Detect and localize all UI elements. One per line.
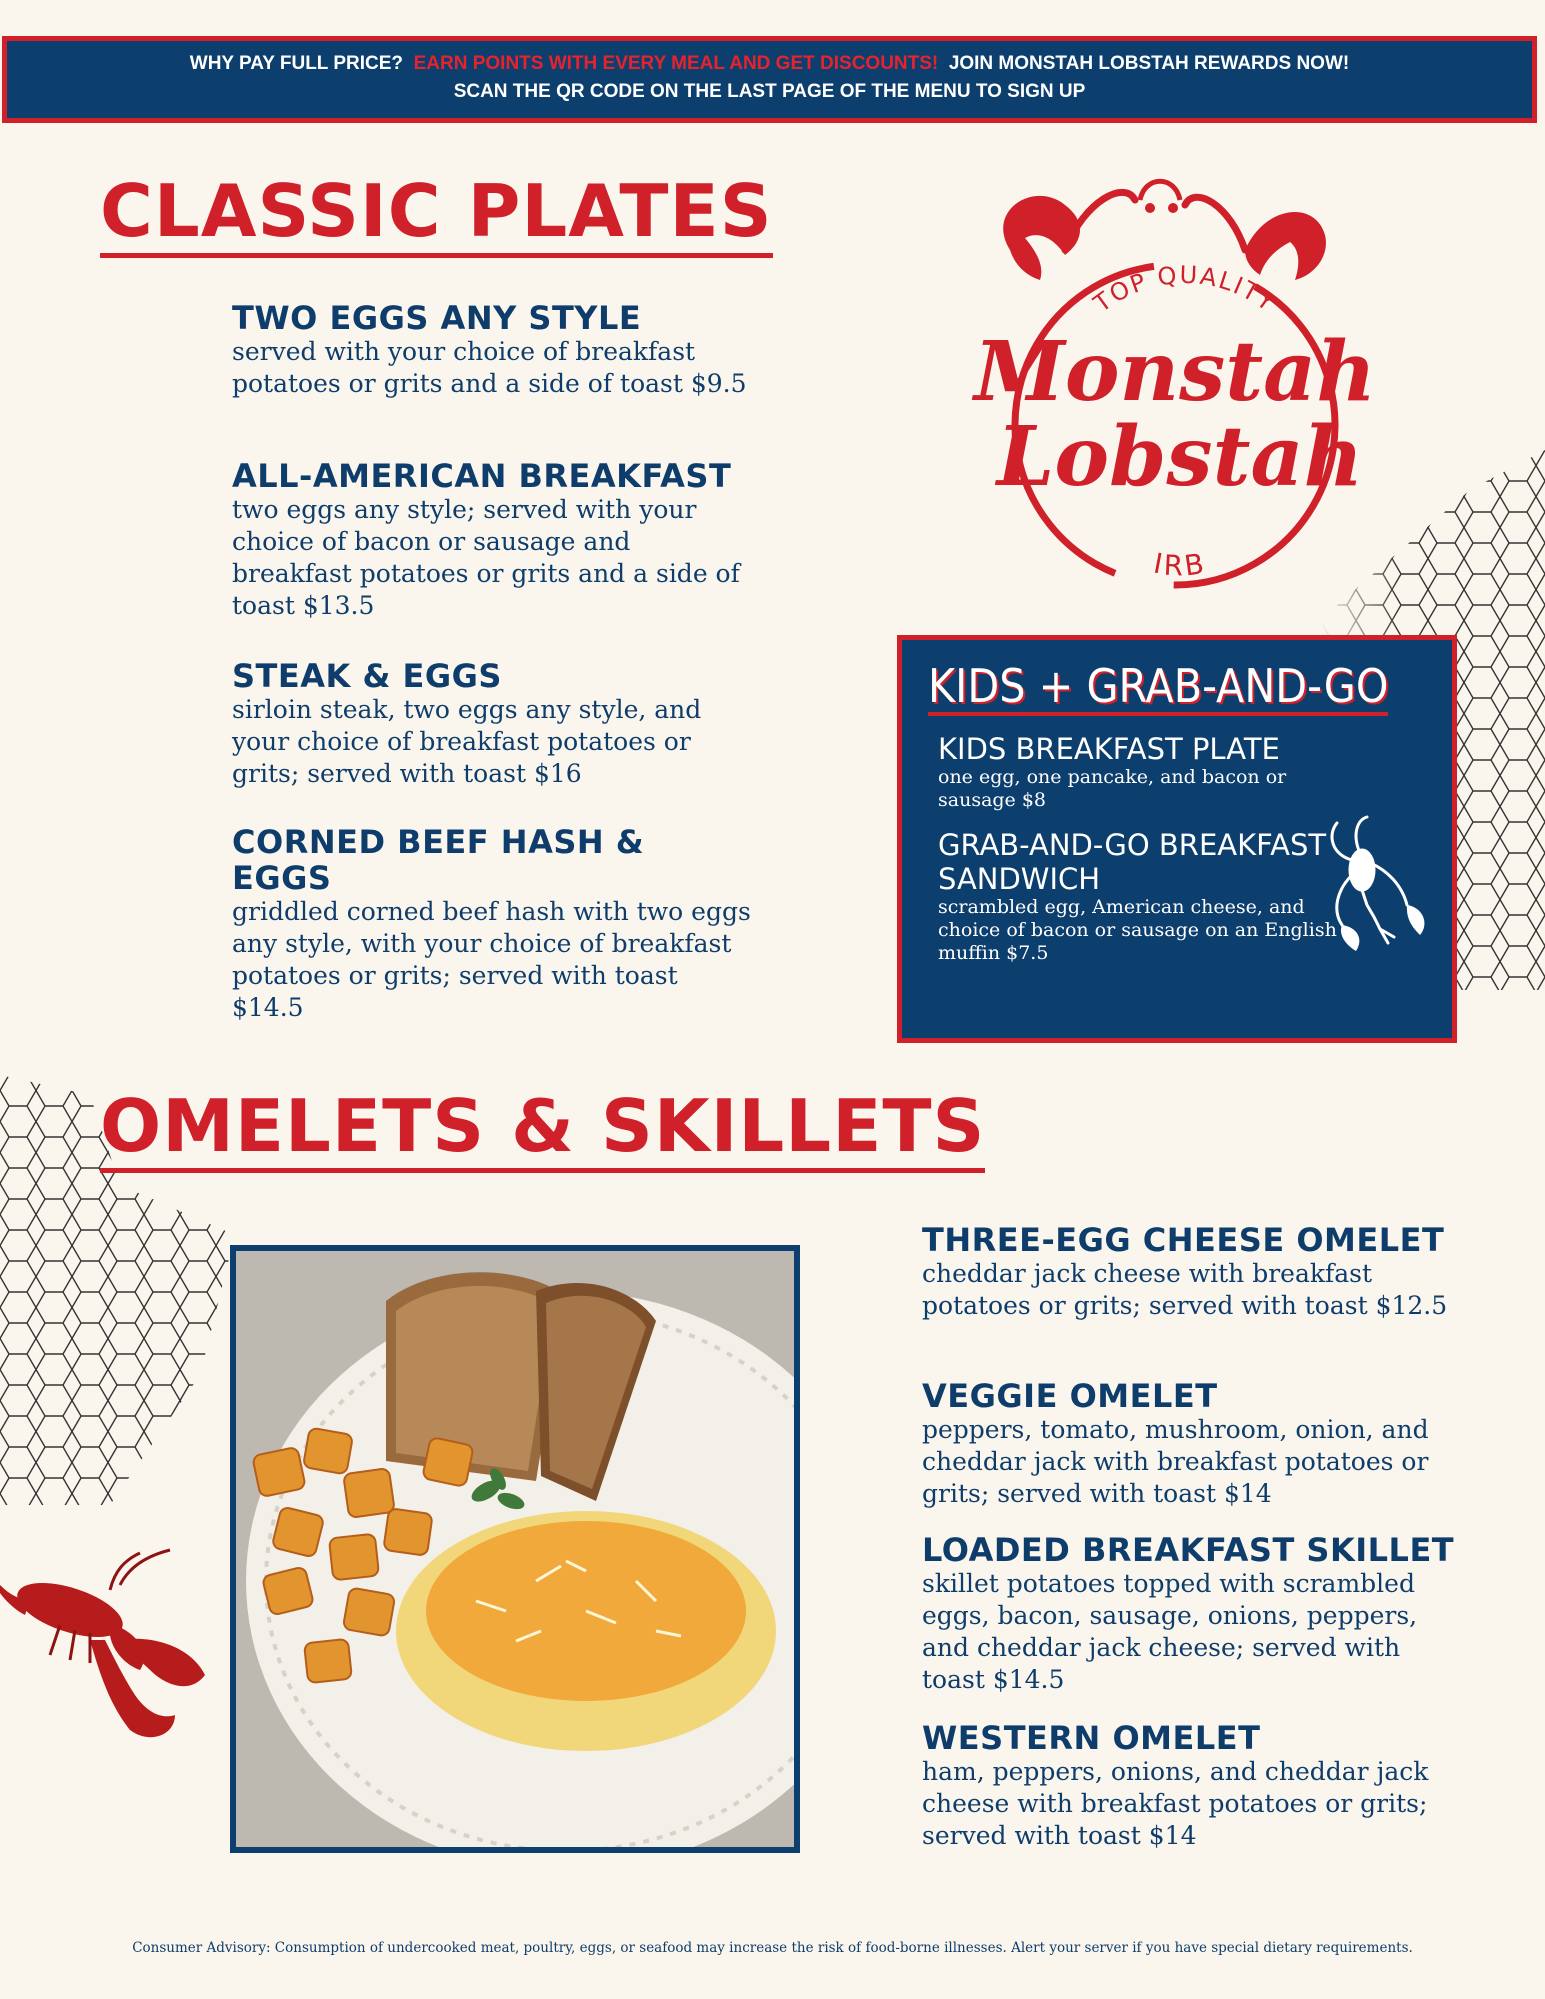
banner-prefix: WHY PAY FULL PRICE? [189, 53, 404, 74]
kids-item [938, 732, 1358, 812]
menu-item [922, 1378, 1462, 1510]
item-description: one egg, one pancake, and bacon or sausage $8 [938, 766, 1287, 811]
svg-text:IRB [1151, 547, 1209, 583]
breakfast-plate-illustration [236, 1251, 794, 1847]
red-lobster-illustration [0, 1545, 210, 1745]
item-name: STEAK & EGGS [232, 657, 502, 695]
banner-highlight: EARN POINTS WITH EVERY MEAL AND GET DISCOUNTS! [413, 53, 939, 74]
item-description: sirloin steak, two eggs any style, and your choice of breakfast potatoes or grits; served with toast $16 [232, 695, 702, 788]
item-name: WESTERN OMELET [922, 1719, 1261, 1757]
item-description: two eggs any style; served with your choice of bacon or sausage and breakfast potatoes or grits and a side of toast $13.5 [232, 495, 740, 620]
item-name: VEGGIE OMELET [922, 1377, 1218, 1415]
logo-bottom-text: IRB [1150, 546, 1209, 583]
item-name: KIDS BREAKFAST PLATE [938, 732, 1280, 766]
logo-name-line1: Monstah [974, 324, 1376, 420]
rewards-banner [2, 36, 1537, 123]
monstah-lobstah-logo [945, 160, 1395, 610]
menu-item [922, 1720, 1442, 1852]
menu-item [232, 300, 752, 400]
menu-item [232, 824, 752, 1024]
item-name: LOADED BREAKFAST SKILLET [922, 1531, 1455, 1569]
logo-name-line2: Lobstah [996, 409, 1364, 505]
item-name: TWO EGGS ANY STYLE [232, 299, 642, 337]
item-description: served with your choice of breakfast potatoes or grits and a side of toast $9.5 [232, 337, 747, 398]
banner-signup-text: SCAN THE QR CODE ON THE LAST PAGE OF THE MENU TO SIGN UP [453, 81, 1086, 102]
item-name: THREE-EGG CHEESE OMELET [922, 1221, 1445, 1259]
item-name: GRAB-AND-GO BREAKFAST SANDWICH [938, 828, 1327, 896]
item-name: ALL-AMERICAN BREAKFAST [232, 457, 732, 495]
item-description: ham, peppers, onions, and cheddar jack cheese with breakfast potatoes or grits; served with toast $14 [922, 1757, 1429, 1850]
logo-top-text: TOP QUALITY [1088, 260, 1282, 318]
kids-grab-and-go-box [897, 635, 1457, 1043]
kids-item [938, 828, 1338, 965]
item-description: cheddar jack cheese with breakfast potatoes or grits; served with toast $12.5 [922, 1259, 1448, 1320]
menu-item [232, 458, 752, 622]
banner-suffix: JOIN MONSTAH LOBSTAH REWARDS NOW! [948, 53, 1350, 74]
menu-item [922, 1222, 1482, 1322]
svg-text:TOP QUALITY [1088, 261, 1281, 319]
item-description: griddled corned beef hash with two eggs any style, with your choice of breakfast potatoes or grits; served with toast $14.5 [232, 897, 751, 1022]
lobster-icon [1322, 815, 1432, 955]
item-description: peppers, tomato, mushroom, onion, and cheddar jack with breakfast potatoes or grits; served with toast $14 [922, 1415, 1429, 1508]
breakfast-photo [230, 1245, 800, 1853]
kids-box-title: KIDS + GRAB-AND-GO [928, 660, 1388, 716]
section-title-classic-plates: CLASSIC PLATES [100, 175, 773, 258]
menu-item [922, 1532, 1462, 1696]
item-name: CORNED BEEF HASH & EGGS [232, 823, 645, 897]
section-title-omelets-skillets: OMELETS & SKILLETS [100, 1090, 985, 1173]
item-description: skillet potatoes topped with scrambled eggs, bacon, sausage, onions, peppers, and cheddar jack cheese; served with toast $14.5 [922, 1569, 1418, 1694]
item-description: scrambled egg, American cheese, and choice of bacon or sausage on an English muffin $7.5 [938, 896, 1337, 964]
consumer-advisory: Consumer Advisory: Consumption of undercooked meat, poultry, eggs, or seafood may increase the risk of food-borne illnesses. Alert your server if you have special dietary requirements. [132, 1940, 1413, 1956]
menu-item [232, 658, 752, 790]
